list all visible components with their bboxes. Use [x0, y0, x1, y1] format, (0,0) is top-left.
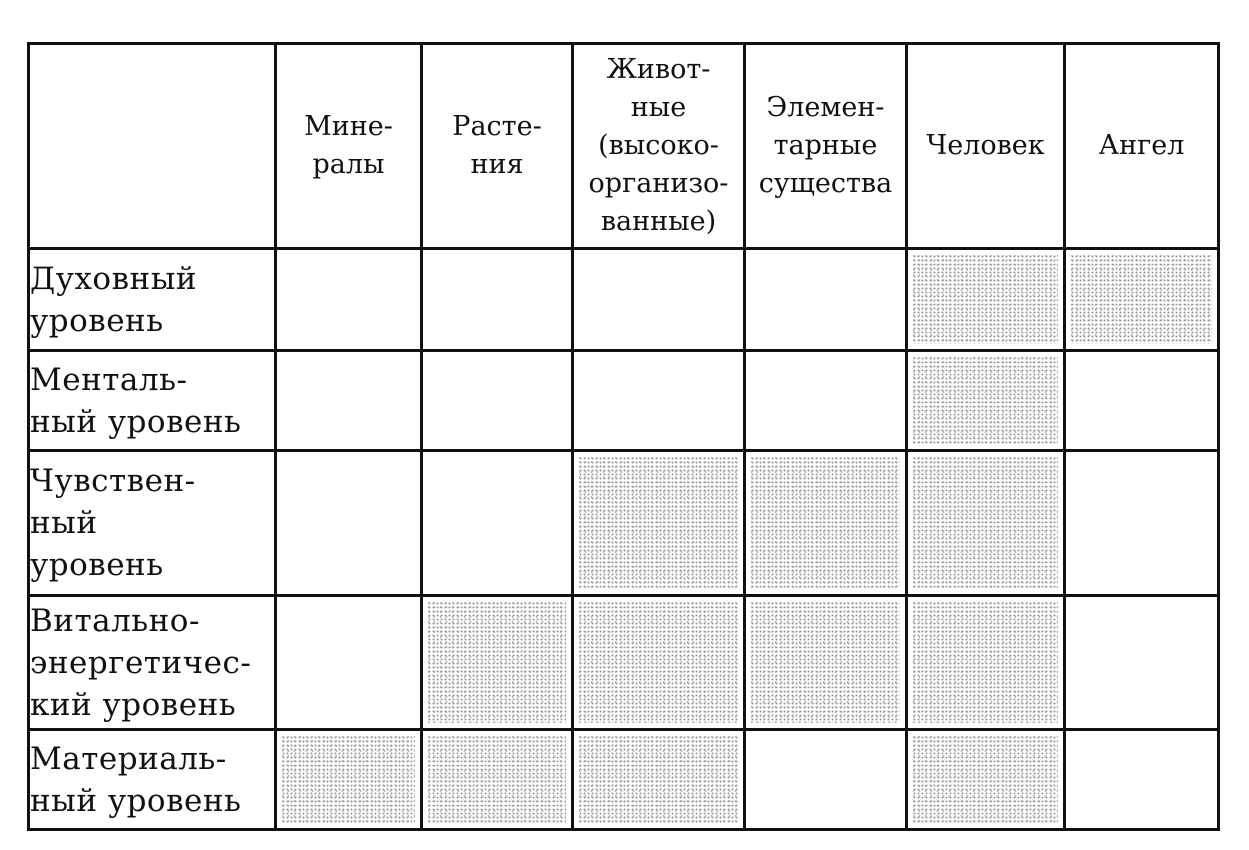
shaded-cell [745, 451, 907, 596]
table-row [29, 351, 1219, 451]
empty-cell [745, 730, 907, 830]
empty-cell [276, 596, 422, 730]
shaded-cell [573, 596, 745, 730]
empty-cell [422, 351, 573, 451]
column-header-angel: Ангел [1065, 44, 1219, 249]
levels-table [27, 42, 1220, 831]
empty-cell [276, 451, 422, 596]
shaded-cell [422, 730, 573, 830]
empty-cell [276, 249, 422, 351]
shaded-cell [745, 596, 907, 730]
empty-cell [1065, 596, 1219, 730]
empty-cell [422, 451, 573, 596]
shaded-cell [907, 249, 1065, 351]
column-header-minerals: Мине- ралы [276, 44, 422, 249]
empty-cell [1065, 730, 1219, 830]
empty-cell [745, 351, 907, 451]
column-header-plants: Расте- ния [422, 44, 573, 249]
table-row [29, 596, 1219, 730]
row-label-vital-energetic: Витально- энергетичес- кий уровень [29, 596, 276, 730]
empty-cell [1065, 451, 1219, 596]
row-label-spiritual: Духовный уровень [29, 249, 276, 351]
column-header-human: Человек [907, 44, 1065, 249]
row-label-sensory: Чувствен- ный уровень [29, 451, 276, 596]
empty-cell [422, 249, 573, 351]
shaded-cell [573, 730, 745, 830]
empty-cell [276, 351, 422, 451]
shaded-cell [907, 451, 1065, 596]
shaded-cell [573, 451, 745, 596]
corner-cell [29, 44, 276, 249]
empty-cell [1065, 351, 1219, 451]
shaded-cell [1065, 249, 1219, 351]
header-row [29, 44, 1219, 249]
shaded-cell [276, 730, 422, 830]
shaded-cell [907, 351, 1065, 451]
shaded-cell [907, 730, 1065, 830]
shaded-cell [422, 596, 573, 730]
empty-cell [573, 351, 745, 451]
column-header-animals: Живот- ные (высоко- организо- ванные) [573, 44, 745, 249]
row-label-mental: Менталь- ный уровень [29, 351, 276, 451]
row-label-material: Материаль- ный уровень [29, 730, 276, 830]
table-row [29, 451, 1219, 596]
shaded-cell [907, 596, 1065, 730]
table-row [29, 730, 1219, 830]
table-row [29, 249, 1219, 351]
empty-cell [745, 249, 907, 351]
column-header-elementals: Элемен- тарные существа [745, 44, 907, 249]
empty-cell [573, 249, 745, 351]
